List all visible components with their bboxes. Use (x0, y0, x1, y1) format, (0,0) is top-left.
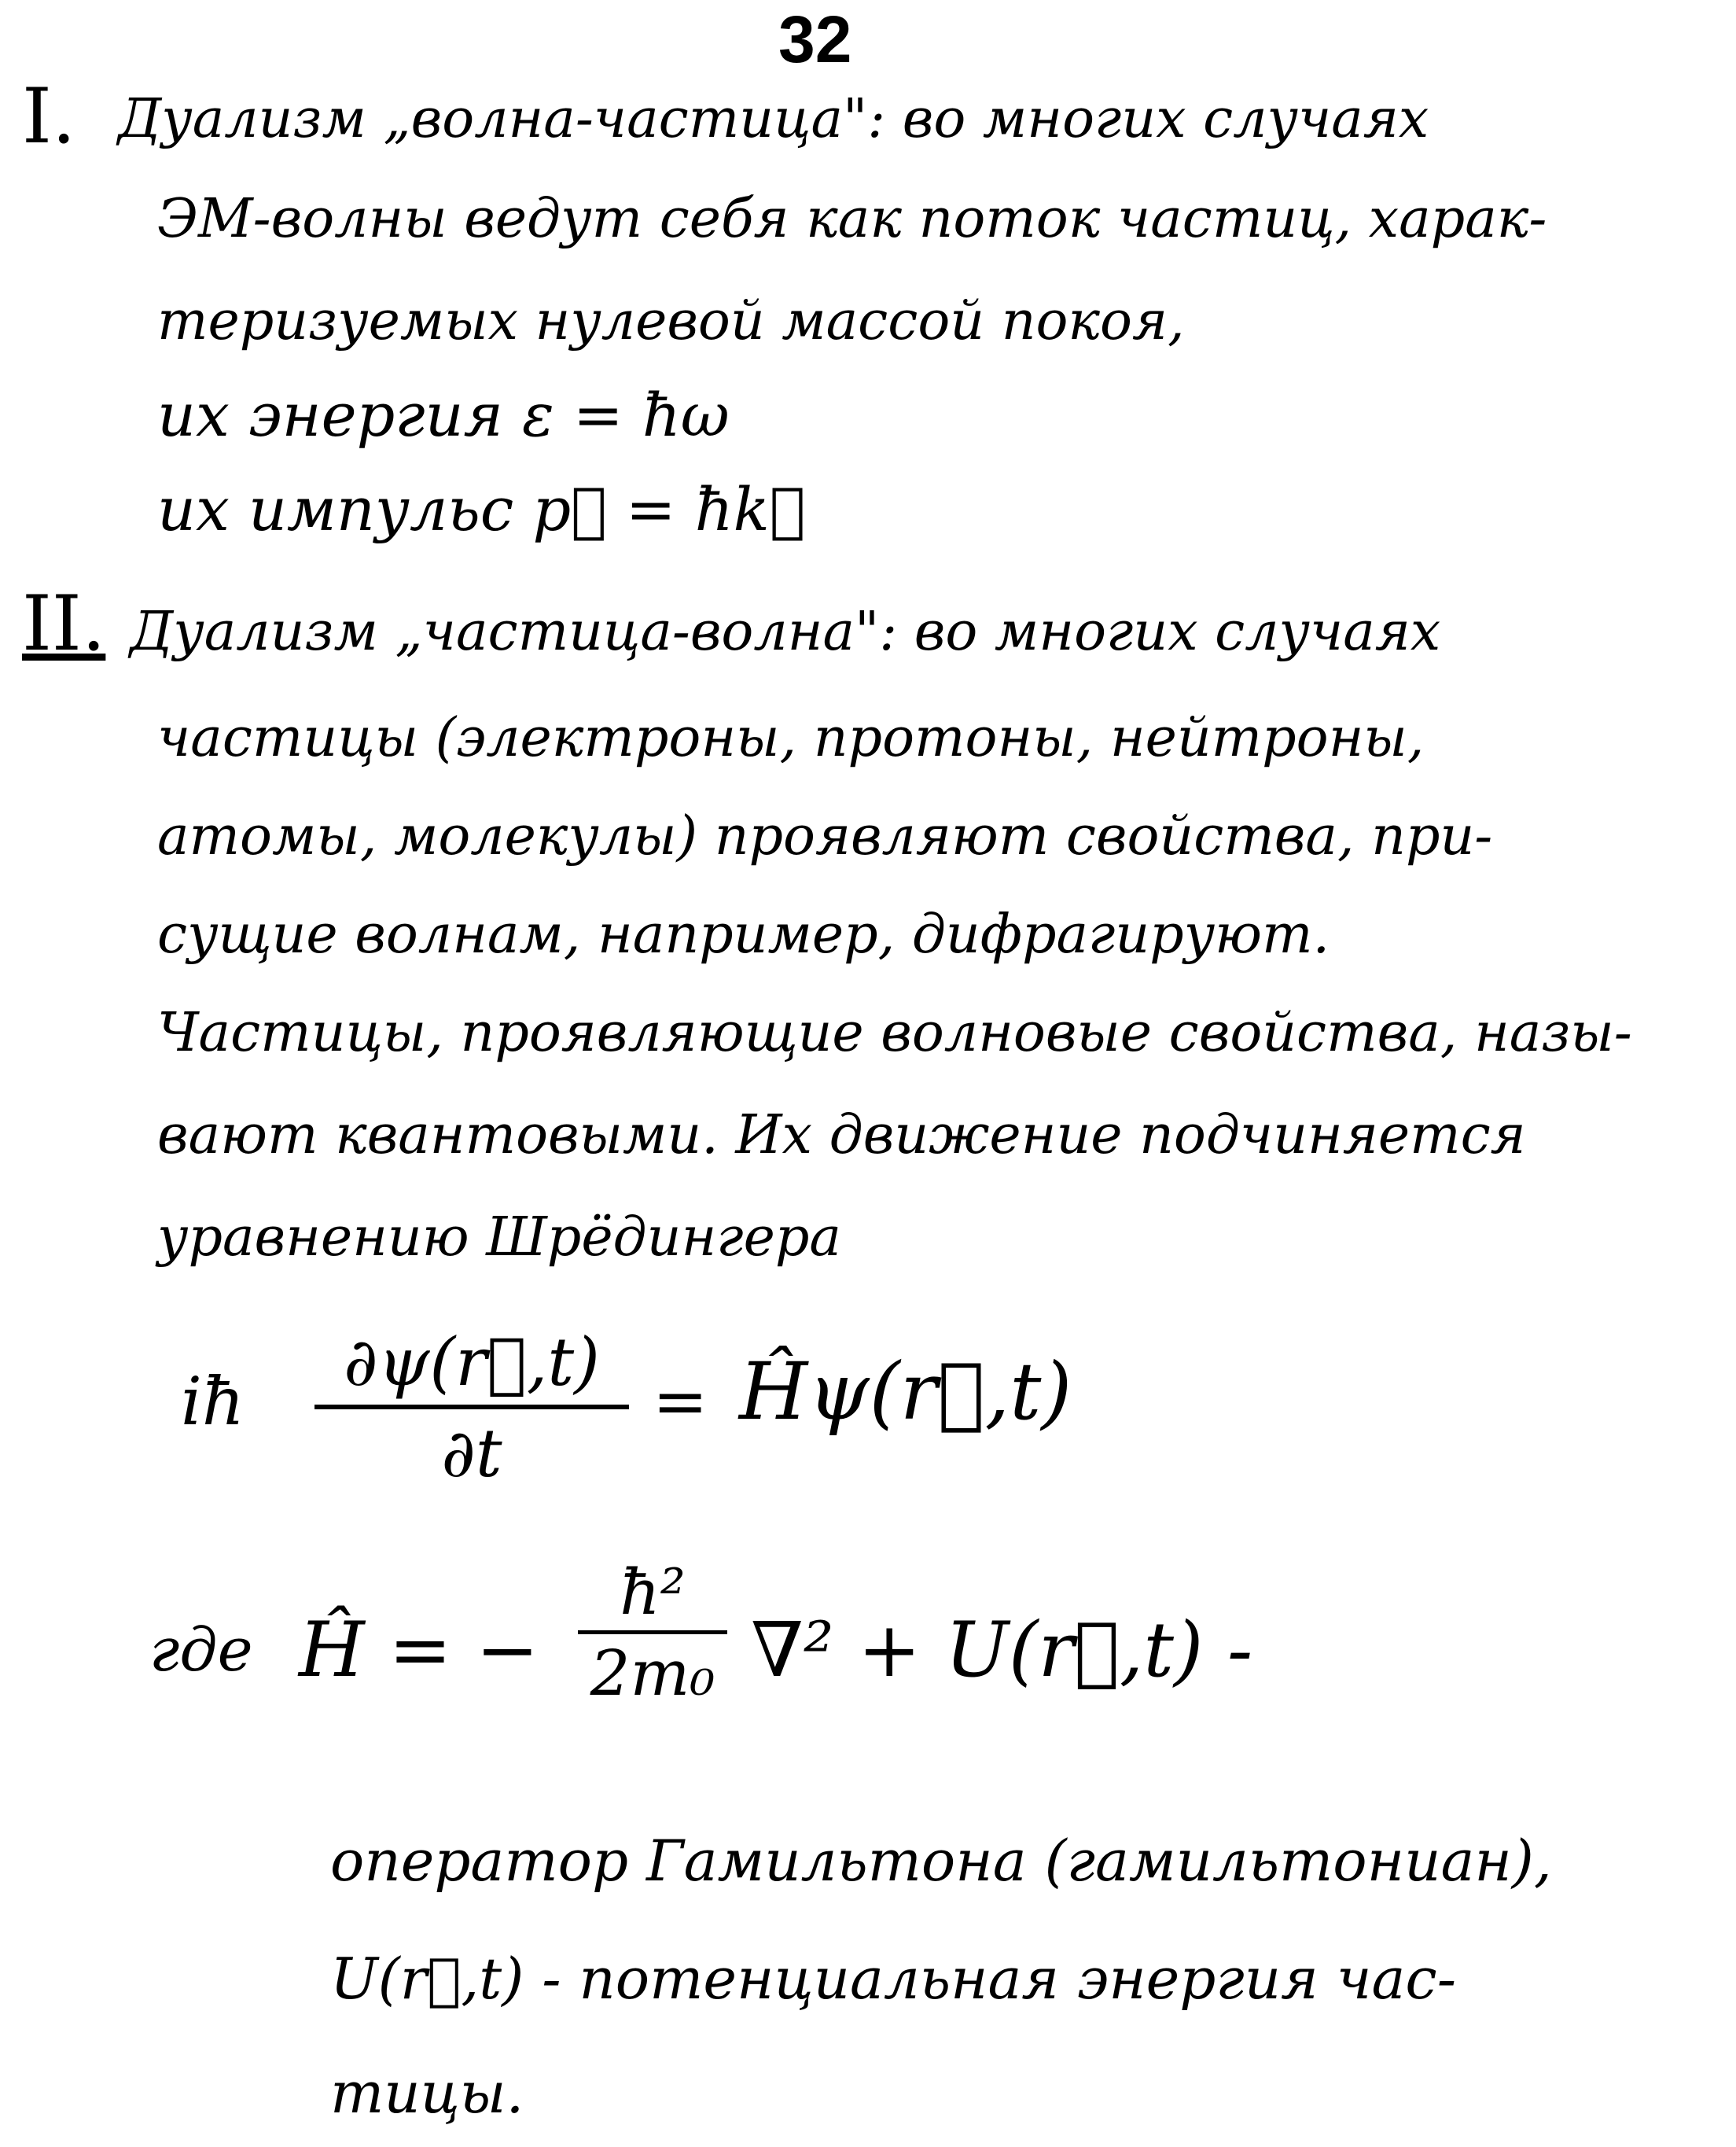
section-2-line-3: атомы, молекулы) проявляют свойства, при- (157, 805, 1493, 867)
section-2-line-4: сущие волнам, например, дифрагируют. (157, 904, 1330, 966)
hamiltonian-where: где (149, 1615, 253, 1685)
schrodinger-fraction (314, 1324, 629, 1492)
schrodinger-equals: = (653, 1363, 708, 1440)
schrodinger-numerator: ∂ψ(r⃗,t) (344, 1324, 600, 1401)
section-2-line-7: уравнению Шрёдингера (157, 1206, 841, 1269)
schrodinger-denominator: ∂t (441, 1415, 502, 1492)
section-2-marker: II. (22, 580, 106, 668)
section-1-line-2: ЭМ-волны ведут себя как поток частиц, харак- (157, 188, 1547, 250)
section-2-line-2: частицы (электроны, протоны, нейтроны, (157, 707, 1425, 769)
section-2-line-6: вают квантовыми. Их движение подчиняется (157, 1104, 1526, 1166)
section-1-line-3: теризуемых нулевой массой покоя, (157, 290, 1185, 352)
schrodinger-prefix: iħ (181, 1363, 245, 1440)
momentum-formula: их импульс p⃗ = ħk⃗ (157, 474, 806, 544)
section-2-line-5: Частицы, проявляющие волновые свойства, назы- (157, 1002, 1632, 1064)
hamiltonian-numerator: ħ² (620, 1556, 686, 1629)
closing-line-1: оператор Гамильтона (гамильтониан), (330, 1828, 1552, 1894)
hamiltonian-denominator: 2m₀ (590, 1637, 715, 1710)
section-1-marker: I. (22, 72, 76, 160)
closing-line-2: U(r⃗,t) - потенциальная энергия час- (330, 1946, 1457, 2012)
fraction-bar (314, 1405, 629, 1409)
page-number: 32 (778, 2, 852, 76)
closing-line-3: тицы. (330, 2060, 524, 2126)
hamiltonian-fraction (578, 1556, 727, 1710)
hamiltonian-rhs: ∇² + U(r⃗,t) - (751, 1606, 1253, 1694)
hamiltonian-lhs: Ĥ = − (299, 1606, 539, 1694)
energy-formula: их энергия ε = ħω (157, 380, 730, 450)
section-1-line-1: Дуализм „волна-частица": во многих случаях (118, 88, 1429, 150)
schrodinger-rhs: Ĥψ(r⃗,t) (739, 1346, 1072, 1438)
fraction-bar (578, 1630, 727, 1634)
section-2-line-1: Дуализм „частица-волна": во многих случаях (130, 601, 1441, 663)
